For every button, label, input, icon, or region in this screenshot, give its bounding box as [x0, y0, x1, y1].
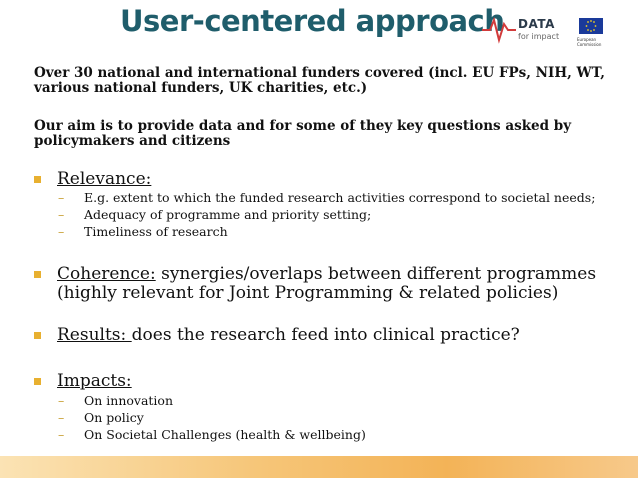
bullet-label: Impacts: — [57, 371, 132, 391]
dash-icon: – — [58, 410, 65, 425]
bullet-text: does the research feed into clinical practice? — [131, 325, 520, 345]
bullet-label: Results: — [57, 325, 132, 345]
bullet-square-icon — [34, 378, 41, 385]
eu-commission-logo — [575, 16, 619, 50]
slide-title: User-centered approach — [120, 4, 505, 38]
bullet-square-icon — [34, 332, 41, 339]
footer-band — [0, 456, 638, 478]
bullet-text: synergies/overlaps between different programmes — [155, 264, 597, 284]
intro-paragraph-2: Our aim is to provide data and for some of they key questions asked by policymakers and citizens — [34, 118, 572, 149]
slide: User-centered approach DATA for impact European Commission Over 30 national and international funders covered (incl. EU FPs, NIH, WT, various national funders, UK charities, etc.) Our aim is to provide data and for some of they key questions asked by policymakers and citizens Relevance: – E.g. extent to which the funded research activities correspond to societal needs; – Adequacy of programme and priority setting; – Timeliness of research Coherence: synergies/overlaps between different programmes (highly relevant for Joint Programming & related policies) Results: does the research feed into clinical practice? Impacts: – On innovation – On policy – On Societal Challenges (health & wellbeing) — [0, 0, 638, 478]
dash-icon: – — [58, 427, 65, 442]
bullet-square-icon — [34, 176, 41, 183]
dash-icon: – — [58, 207, 65, 222]
dash-icon: – — [58, 224, 65, 239]
heartbeat-icon — [482, 14, 518, 44]
data-for-impact-logo — [482, 14, 572, 50]
bullet-square-icon — [34, 271, 41, 278]
eu-flag-icon — [579, 18, 603, 34]
dash-icon: – — [58, 393, 65, 408]
bullet-coherence-line2: (highly relevant for Joint Programming & related policies) — [57, 283, 559, 303]
bullet-label: Coherence: — [57, 264, 156, 284]
bullet-label: Relevance: — [57, 169, 152, 189]
eu-logo-text: European Commission — [577, 37, 602, 47]
dash-icon: – — [58, 190, 65, 205]
logo-word: DATA — [518, 17, 555, 31]
logo-subtitle: for impact — [518, 32, 560, 41]
intro-paragraph-1: Over 30 national and international funders covered (incl. EU FPs, NIH, WT, various national funders, UK charities, etc.) — [34, 65, 605, 96]
